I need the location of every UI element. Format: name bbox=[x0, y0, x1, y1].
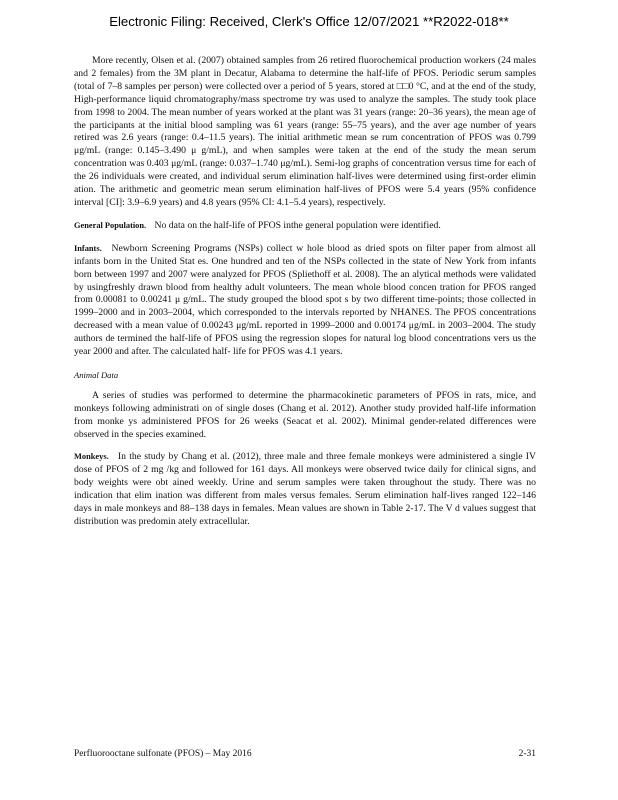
monkeys-heading: Monkeys. bbox=[74, 452, 109, 462]
general-population-text: No data on the half-life of PFOS inthe general population were identified. bbox=[154, 219, 441, 231]
page-number: 2-31 bbox=[518, 749, 536, 759]
paragraph-animal-studies: A series of studies was performed to determine the pharmacokinetic parameters of PFOS in rats, mice, and monkeys following administrati on of single doses (Chang et al. 2012). Another study provided half-life information from monke ys administered PFOS for 26 weeks (Seacat et al. 2002). Minimal gender-related differences were observed in the species examined. bbox=[74, 389, 536, 440]
footer-document-title: Perfluorooctane sulfonate (PFOS) – May 2016 bbox=[74, 749, 252, 759]
infants-heading: Infants. bbox=[74, 243, 102, 253]
monkeys-text: In the study by Chang et al. (2012), three male and three female monkeys were administered a single IV dose of PFOS of 2 mg /kg and followed for 161 days. All monkeys were observed twice daily for clinical signs, and body weights were obt ained weekly. Urine and serum samples were taken throughout the study. There was no indication that elim ination was different from males versus females. Serum elimination half-lives ranged 122–146 days in male monkeys and 88–138 days in females. Mean values are shown in Table 2-17. The V d values suggest that distribution was predomin ately extracellular. bbox=[74, 451, 536, 527]
paragraph-olsen-study: More recently, Olsen et al. (2007) obtained samples from 26 retired fluorochemical production workers (24 males and 2 females) from the 3M plant in Decatur, Alabama to determine the half-life of PFOS. Periodic serum samples (total of 7–8 samples per person) were collected over a period of 5 years, stored at □□0 °C, and at the end of the study, High-performance liquid chromatography/mass spectrome try was used to analyze the samples. The study took place from 1998 to 2004. The mean number of years worked at the plant was 31 years (range: 20–36 years), the mean age of the participants at the initial blood sampling was 61 years (range: 55–75 years), and the aver age number of years retired was 2.6 years (range: 0.4–11.5 years). The initial arithmetic mean se rum concentration of PFOS was 0.799 μg/mL (range: 0.145–3.490 μ g/mL), and when samples were taken at the end of the study the mean serum concentration was 0.403 μg/mL (range: 0.037–1.740 μg/mL). Semi-log graphs of concentration versus time for each of the 26 individuals were created, and individual serum elimination half-lives were determined using first-order elimin ation. The arithmetic and geometric mean serum elimination half-lives of PFOS were 5.4 years (95% confidence interval [CI]: 3.9–6.9 years) and 4.8 years (95% CI: 4.1–5.4 years), respectively. bbox=[74, 55, 536, 208]
document-body bbox=[74, 55, 536, 539]
infants-text: Newborn Screening Programs (NSPs) collect w hole blood as dried spots on filter paper from almost all infants born in the United Stat es. One hundred and ten of the NSPs collected in the state of New York from infants born between 1997 and 2007 were analyzed for PFOS (Spliethoff et al. 2008). The an alytical methods were validated by usingfreshly drawn blood from healthy adult volunteers. The mean whole blood concen tration for PFOS ranged from 0.00081 to 0.00241 μ g/mL. The study grouped the blood spot s by two different time-points; those collected in 1999–2000 and in 2003–2004, which corresponded to the intervals reported by NHANES. The PFOS concentrations decreased with a mean value of 0.00243 μg/mL reported in 1999–2000 and 0.00174 μg/mL in 2003–2004. The study authors de termined the half-life of PFOS using the regression slopes for natural log blood concentrations vers us the year 2000 and after. The calculated half- life for PFOS was 4.1 years. bbox=[74, 242, 536, 358]
general-population-heading: General Population. bbox=[74, 220, 147, 230]
paragraph-general-population bbox=[74, 220, 536, 233]
paragraph-monkeys bbox=[74, 451, 536, 528]
paragraph-infants bbox=[74, 243, 536, 359]
filing-header: Electronic Filing: Received, Clerk's Office 12/07/2021 **R2022-018** bbox=[109, 14, 509, 29]
animal-data-heading: Animal Data bbox=[74, 369, 119, 380]
page-footer bbox=[74, 749, 536, 759]
